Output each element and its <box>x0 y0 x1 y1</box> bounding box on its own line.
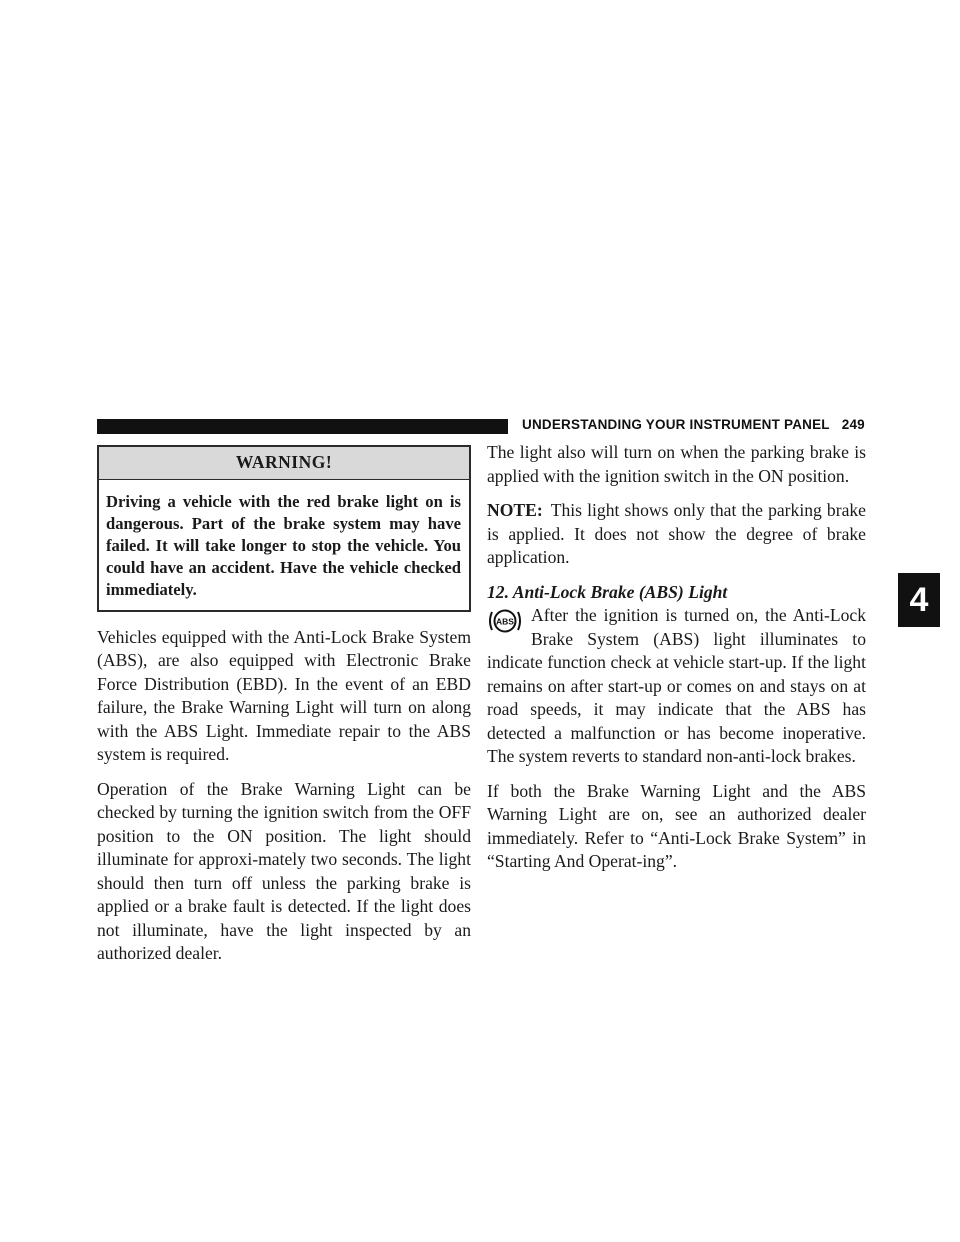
paragraph-dealer-referral: If both the Brake Warning Light and the ABS Warning Light are on, see an authorized dealer immediately. Refer to “Anti-Lock Brake System” in “Starting And Operat-ing”. <box>487 780 866 871</box>
abs-paragraph: After the ignition is turned on, the Anti-Lock Brake System (ABS) light illuminates to indicate function check at vehicle start-up. If the light remains on after start-up or comes on and stays on at road speeds, it may indicate that the ABS has detected a malfunction or has become inoperative. The system reverts to standard non-anti-lock brakes. <box>487 605 866 766</box>
note-label: NOTE: <box>487 500 543 520</box>
note-paragraph <box>487 499 866 570</box>
section-title: UNDERSTANDING YOUR INSTRUMENT PANEL <box>522 417 830 432</box>
right-column <box>487 441 866 885</box>
paragraph-parking-brake: The light also will turn on when the parking brake is applied with the ignition switch in the ON position. <box>487 442 866 486</box>
abs-description <box>487 604 866 769</box>
page-number: 249 <box>841 417 865 432</box>
paragraph-brake-light-check: Operation of the Brake Warning Light can be checked by turning the ignition switch from the OFF position to the ON position. The light should illuminate for approxi-mately two seconds. The light should then turn off unless the parking brake is applied or a brake fault is detected. If the light does not illuminate, have the light inspected by an authorized dealer. <box>97 778 471 963</box>
running-header <box>522 417 882 432</box>
abs-warning-icon <box>487 606 523 636</box>
abs-section-heading: 12. Anti-Lock Brake (ABS) Light <box>487 581 728 602</box>
warning-box <box>97 445 471 612</box>
paragraph-abs-ebd: Vehicles equipped with the Anti-Lock Brake System (ABS), are also equipped with Electronic Brake Force Distribution (EBD). In the event of an EBD failure, the Brake Warning Light will turn on along with the ABS Light. Immediate repair to the ABS system is required. <box>97 626 471 764</box>
left-column <box>97 445 471 977</box>
note-text: This light shows only that the parking brake is applied. It does not show the degree of brake application. <box>487 500 866 567</box>
abs-icon-label: ABS <box>496 616 514 627</box>
chapter-tab: 4 <box>898 573 940 627</box>
warning-body: Driving a vehicle with the red brake light on is dangerous. Part of the brake system may have failed. It will take longer to stop the vehicle. You could have an accident. Have the vehicle checked immediately. <box>106 491 461 599</box>
warning-title: WARNING! <box>99 447 469 480</box>
header-rule-bar <box>97 419 508 434</box>
